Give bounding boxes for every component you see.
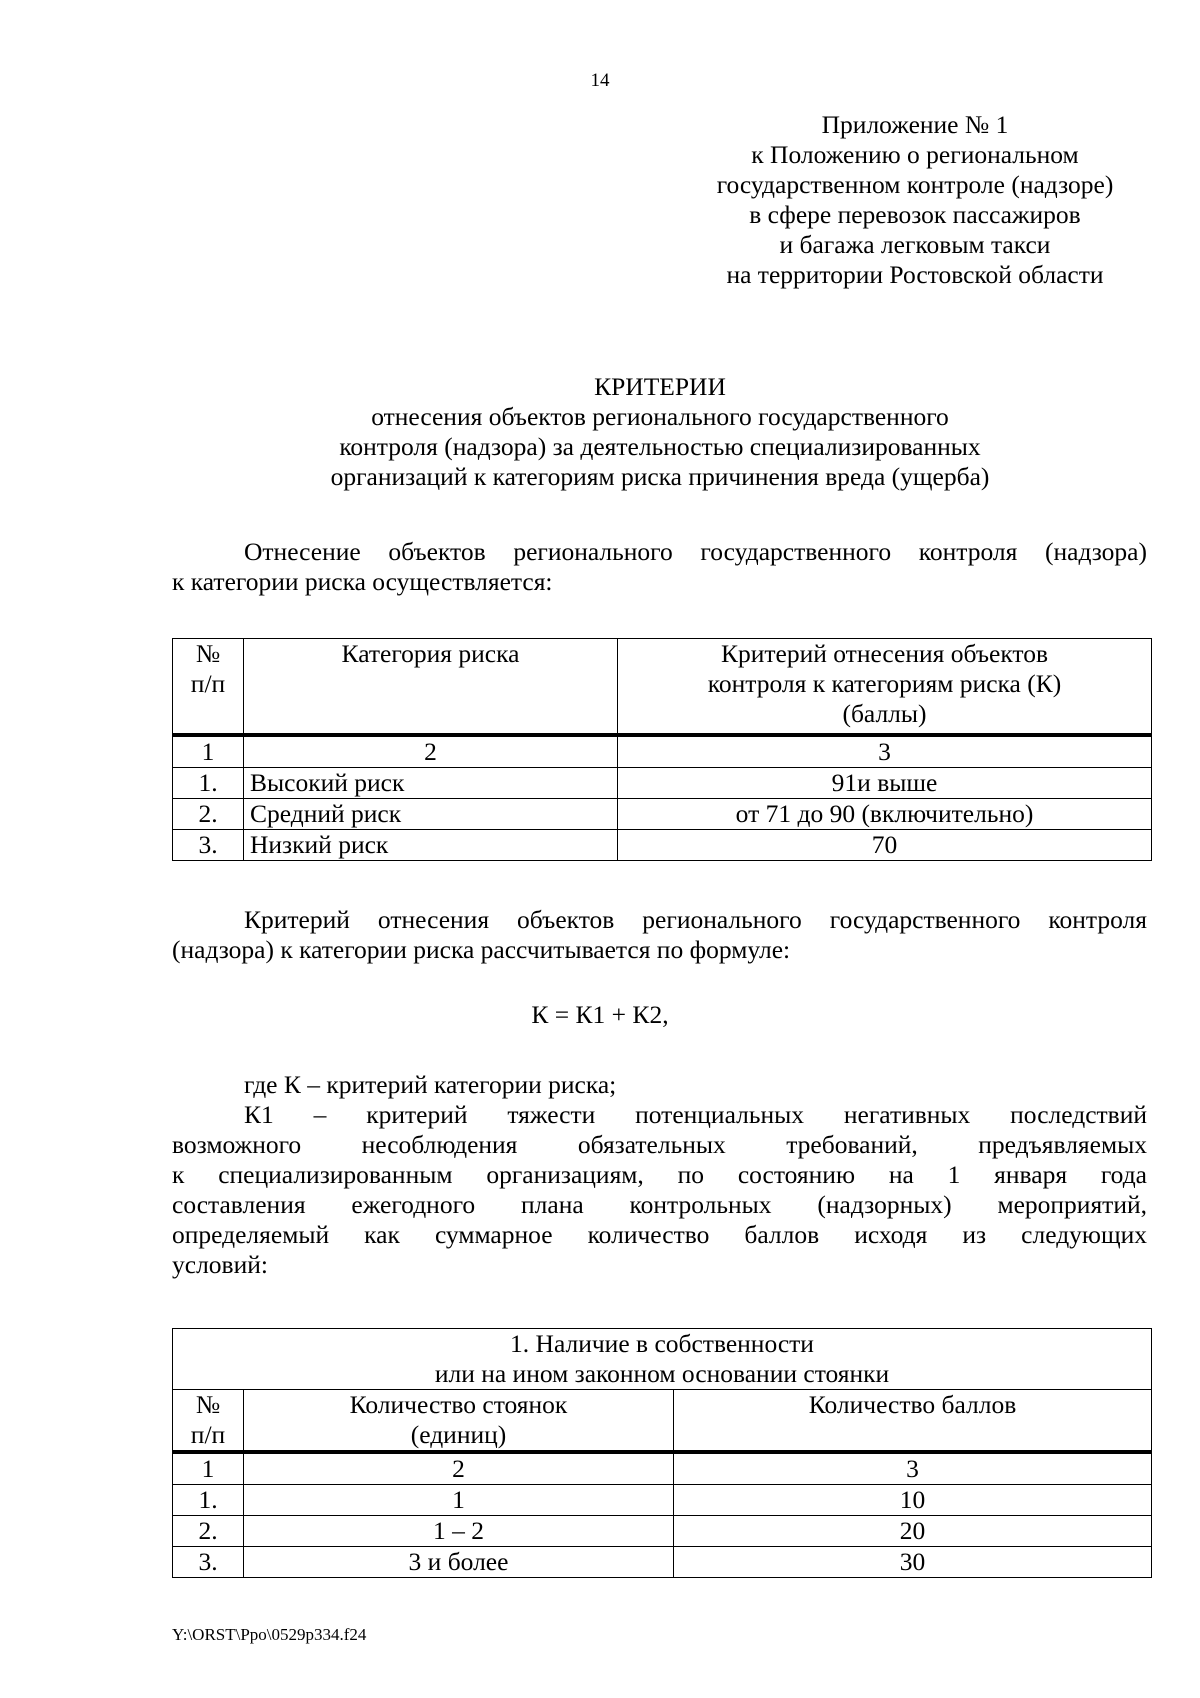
paragraph-line: составления ежегодного плана контрольных (надзорных) мероприятий, <box>172 1190 1147 1219</box>
appendix-line: и багажа легковым такси <box>779 230 1051 259</box>
row-num: 2. <box>173 1516 244 1547</box>
row-num: 3. <box>173 1547 244 1578</box>
table-row <box>173 829 1152 860</box>
row-num: 1. <box>173 767 244 798</box>
table-header-row <box>173 1390 1152 1453</box>
header-num: № п/п <box>173 1390 244 1453</box>
column-number-row <box>173 735 1152 768</box>
title-line: отнесения объектов регионального государственного <box>371 402 949 431</box>
paragraph-line: (надзора) к категории риска рассчитывается по формуле: <box>172 935 791 964</box>
table-row <box>173 767 1152 798</box>
criterion-paragraph <box>172 905 1147 965</box>
paragraph-line: определяемый как суммарное количество баллов исходя из следующих <box>172 1220 1147 1249</box>
row-count: 3 и более <box>244 1547 674 1578</box>
row-num: 3. <box>173 829 244 860</box>
paragraph-line: к специализированным организациям, по состоянию на 1 января года <box>172 1160 1147 1189</box>
header-points: Количество баллов <box>674 1390 1152 1453</box>
row-points: 10 <box>674 1485 1152 1516</box>
table-row <box>173 1547 1152 1578</box>
intro-paragraph <box>172 537 1147 597</box>
row-points: 30 <box>674 1547 1152 1578</box>
table-caption-row <box>173 1329 1152 1390</box>
col-number: 1 <box>173 1452 244 1485</box>
appendix-line: государственном контроле (надзоре) <box>716 170 1114 199</box>
col-number: 1 <box>173 735 244 768</box>
formula: К = К1 + К2, <box>531 1000 669 1029</box>
row-category: Низкий риск <box>244 829 618 860</box>
header-num: № п/п <box>173 639 244 735</box>
row-category: Высокий риск <box>244 767 618 798</box>
table-row <box>173 1485 1152 1516</box>
table-caption: 1. Наличие в собственности или на ином законном основании стоянки <box>173 1329 1152 1390</box>
appendix-line: к Положению о региональном <box>751 140 1079 169</box>
page-number: 14 <box>590 70 610 91</box>
row-criterion: 70 <box>618 829 1152 860</box>
where-paragraph <box>172 1070 1147 1280</box>
header-criterion: Критерий отнесения объектов контроля к категориям риска (К) (баллы) <box>618 639 1152 735</box>
table-row <box>173 1516 1152 1547</box>
row-num: 1. <box>173 1485 244 1516</box>
appendix-line: Приложение № 1 <box>821 110 1009 139</box>
file-path-footer: Y:\ORST\Ppo\0529p334.f24 <box>172 1625 367 1644</box>
row-count: 1 <box>244 1485 674 1516</box>
paragraph-line: Отнесение объектов регионального государственного контроля (надзора) <box>244 537 1147 566</box>
col-number: 3 <box>674 1452 1152 1485</box>
table-header-row <box>173 639 1152 735</box>
col-number: 3 <box>618 735 1152 768</box>
title-line: контроля (надзора) за деятельностью специализированных <box>339 432 981 461</box>
appendix-heading <box>680 110 1150 290</box>
paragraph-line: условий: <box>172 1250 268 1279</box>
paragraph-line: возможного несоблюдения обязательных требований, предъявляемых <box>172 1130 1147 1159</box>
paragraph-line: К1 – критерий тяжести потенциальных негативных последствий <box>244 1100 1147 1129</box>
row-criterion: от 71 до 90 (включительно) <box>618 798 1152 829</box>
header-category: Категория риска <box>244 639 618 735</box>
parking-table <box>172 1328 1152 1578</box>
row-num: 2. <box>173 798 244 829</box>
title-heading: КРИТЕРИИ <box>594 372 726 401</box>
paragraph-line: где К – критерий категории риска; <box>244 1070 617 1099</box>
table-row <box>173 798 1152 829</box>
row-points: 20 <box>674 1516 1152 1547</box>
header-count: Количество стоянок (единиц) <box>244 1390 674 1453</box>
appendix-line: в сфере перевозок пассажиров <box>749 200 1081 229</box>
paragraph-line: к категории риска осуществляется: <box>172 567 553 596</box>
risk-category-table <box>172 638 1152 861</box>
document-title <box>168 372 1152 492</box>
row-criterion: 91и выше <box>618 767 1152 798</box>
paragraph-line: Критерий отнесения объектов регионального государственного контроля <box>244 905 1147 934</box>
col-number: 2 <box>244 1452 674 1485</box>
title-line: организаций к категориям риска причинения вреда (ущерба) <box>330 462 990 491</box>
row-category: Средний риск <box>244 798 618 829</box>
row-count: 1 – 2 <box>244 1516 674 1547</box>
col-number: 2 <box>244 735 618 768</box>
column-number-row <box>173 1452 1152 1485</box>
appendix-line: на территории Ростовской области <box>726 260 1104 289</box>
